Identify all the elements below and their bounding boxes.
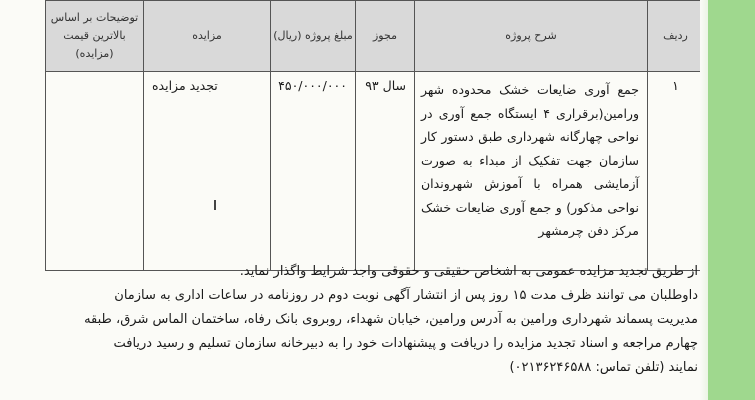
project-table [45, 0, 704, 271]
body-line: از طریق تجدید مزایده عمومی به اشخاص حقیقی و حقوقی واجد شرایط واگذار نماید. [239, 264, 698, 279]
header-amount: مبلغ پروژه (ریال) [271, 1, 356, 72]
cell-permit: سال ۹۳ [356, 72, 415, 271]
header-notes: توضیحات بر اساس بالاترین قیمت (مزایده) [46, 1, 144, 72]
header-description: شرح پروژه [415, 1, 648, 72]
cell-notes [46, 72, 144, 271]
header-auction: مزایده [144, 1, 271, 72]
table-row [46, 72, 704, 271]
body-line: چهارم مراجعه و اسناد تجدید مزایده را دریافت و پیشنهادات خود را به دبیرخانه سازمان تسلیم و رسید دریافت [113, 336, 698, 351]
pen-mark [214, 200, 216, 210]
cell-amount: ۴۵۰/۰۰۰/۰۰۰ [271, 72, 356, 271]
body-line: مدیریت پسماند شهرداری ورامین به آدرس ورامین، خیابان شهداء، روبروی بانک رفاه، ساختمان الماس شرق، طبقه [84, 312, 698, 327]
cell-auction: تجدید مزایده [144, 72, 271, 271]
header-permit: مجوز [356, 1, 415, 72]
body-line: نمایند (تلفن تماس: ۰۲۱۳۶۲۴۶۵۸۸) [509, 360, 698, 375]
table-header-row [46, 1, 704, 72]
cell-row-number: ۱ [648, 72, 704, 271]
body-line: داوطلبان می توانند ظرف مدت ۱۵ روز پس از انتشار آگهی نوبت دوم در روزنامه در ساعات اداری به سازمان [114, 288, 698, 303]
header-row-number: ردیف [648, 1, 704, 72]
green-background-strip [708, 0, 755, 400]
notice-body [46, 260, 698, 380]
cell-description: جمع آوری ضایعات خشک محدوده شهر ورامین(برقراری ۴ ایستگاه جمع آوری در نواحی چهارگانه شهرداری طبق دستور کار سازمان جهت تفکیک از مبداء به صورت آزمایشی همراه با آموزش شهروندان نواحی مذکور) و جمع آوری ضایعات خشک مرکز دفن چرمشهر [415, 72, 648, 271]
